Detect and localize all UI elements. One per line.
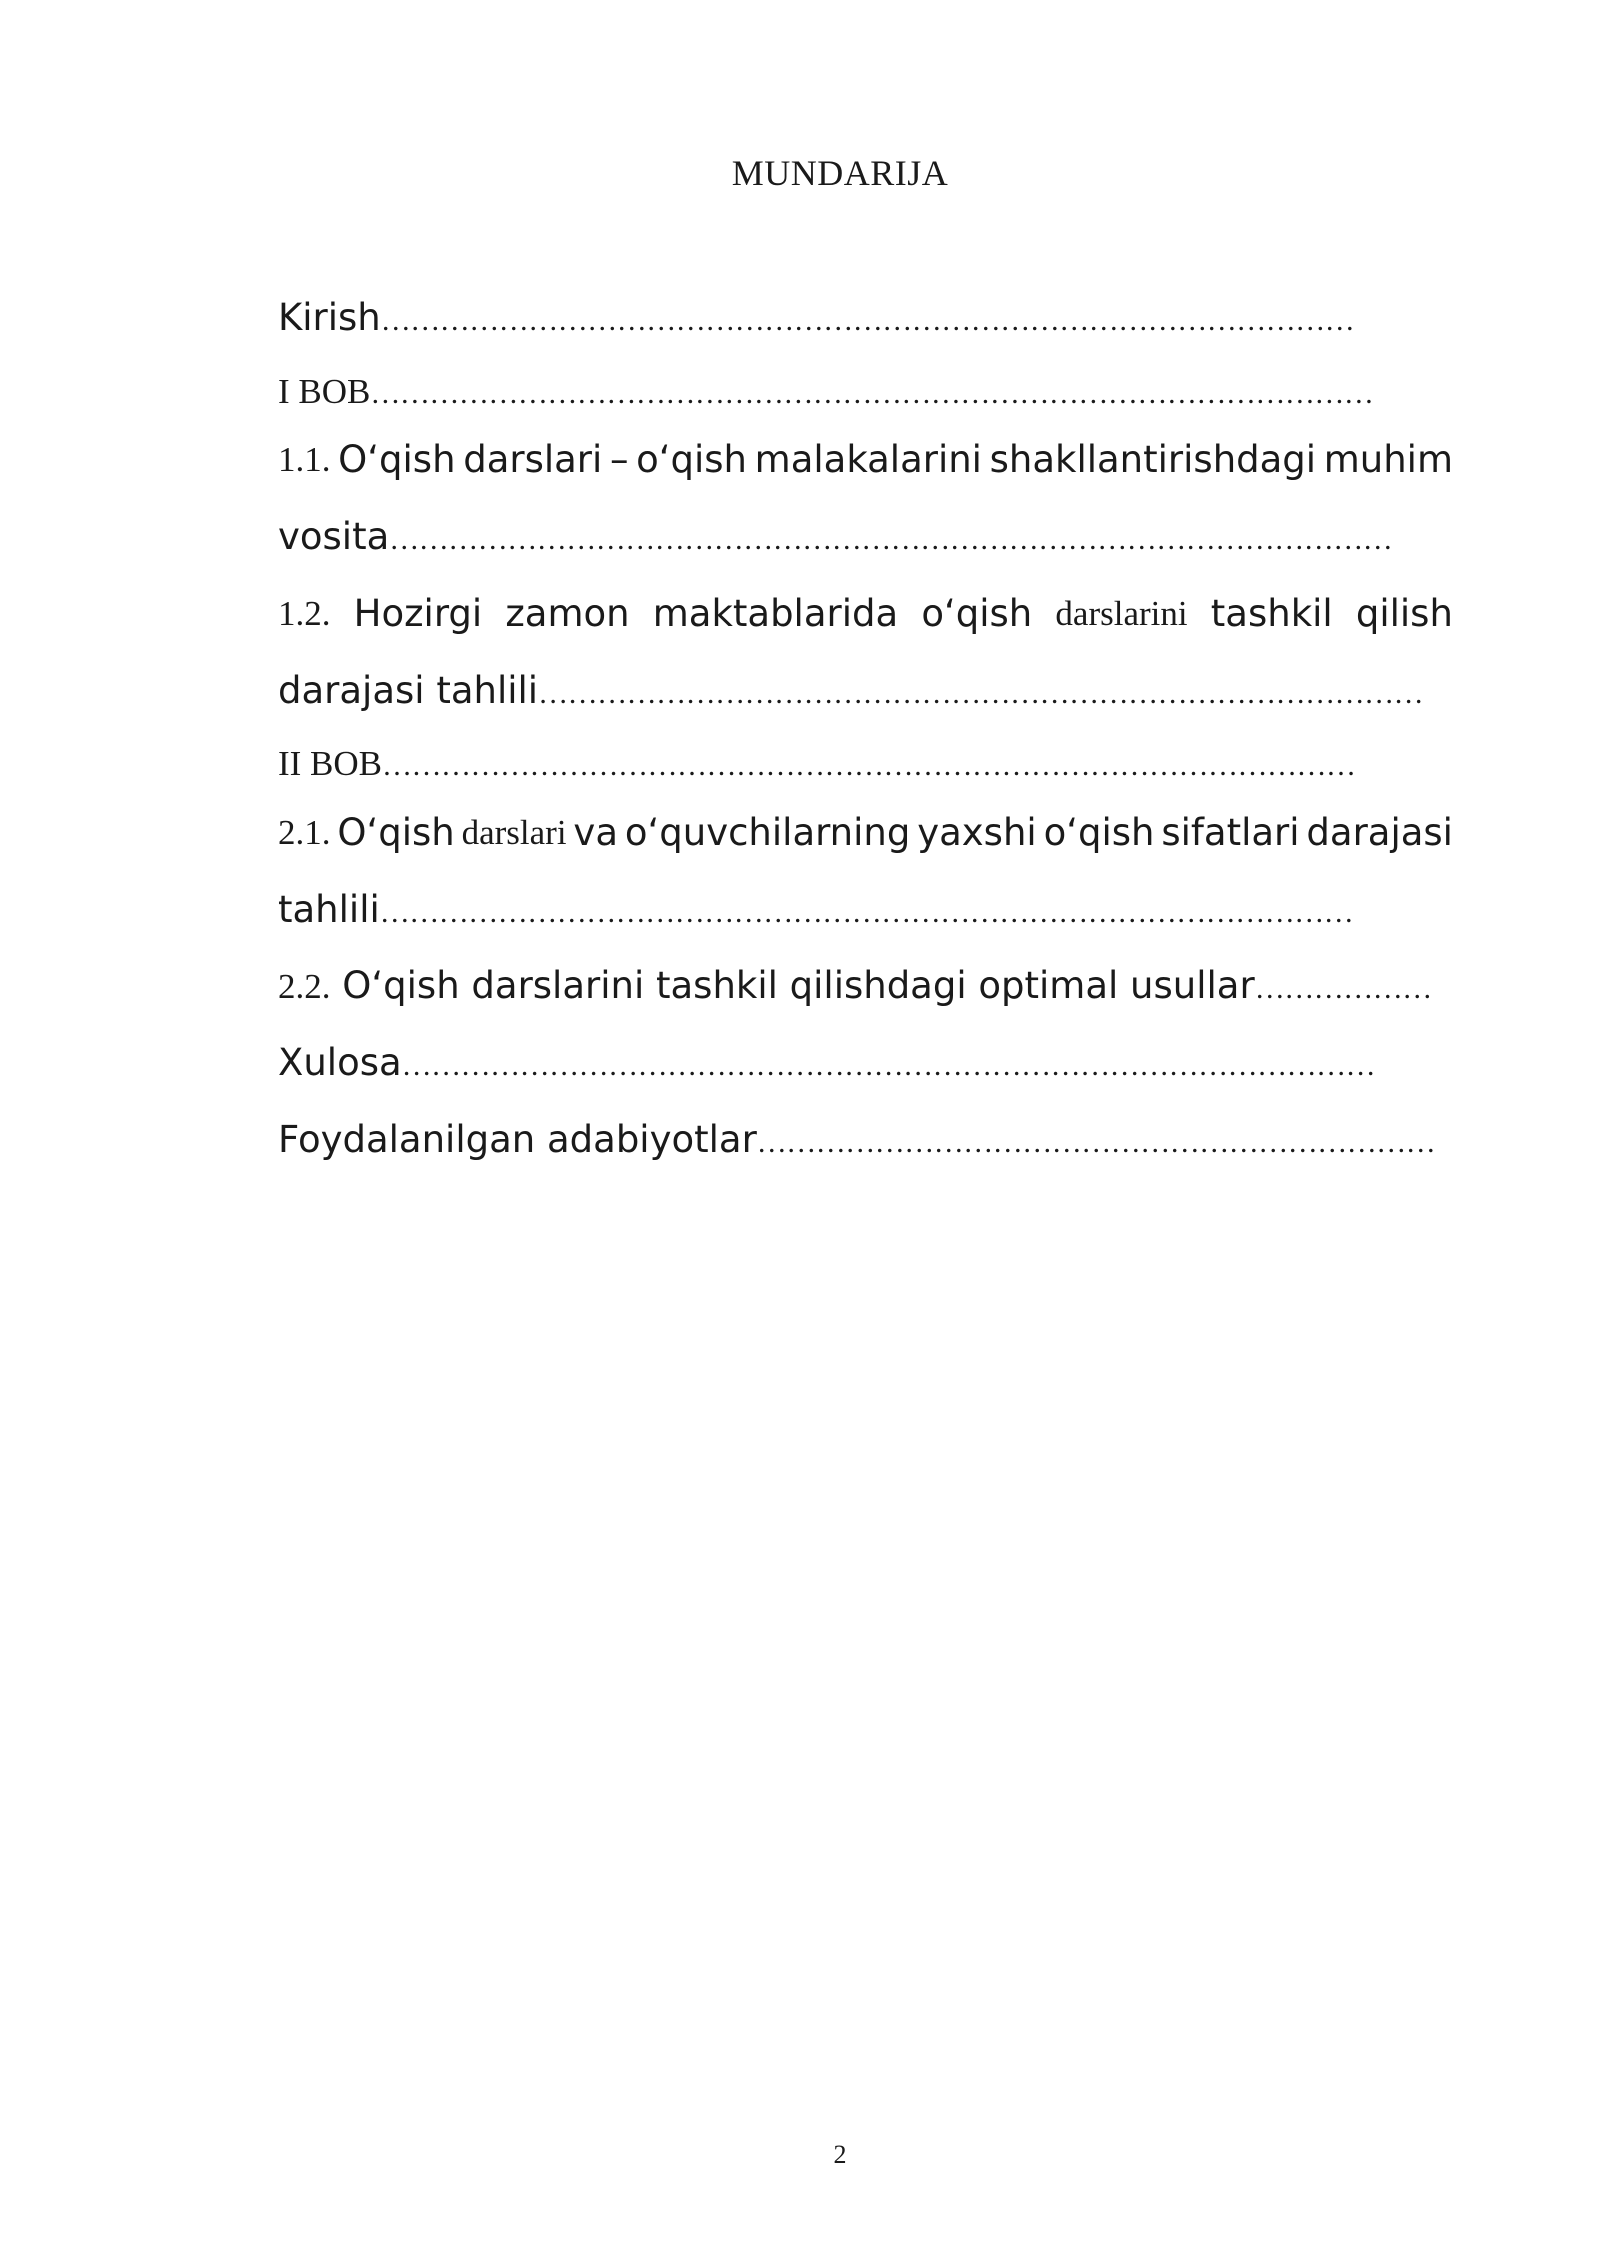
toc-leader-dots: ……………………………………………………………………………………… <box>401 1049 1376 1082</box>
toc-entry-number: 2.2. <box>278 967 331 1006</box>
toc-entry-label: O‘qish darslarini tashkil qilishdagi optimal usullar <box>342 964 1255 1007</box>
toc-word: o‘qish <box>921 592 1033 635</box>
toc-leader-dots: …………………………………………………………… <box>756 1126 1436 1159</box>
toc-entry-bob2 <box>278 735 1356 791</box>
toc-entry-label: Foydalanilgan adabiyotlar <box>278 1118 757 1161</box>
toc-leader-dots: ………………………………………………………………………………………… <box>370 377 1374 410</box>
toc-leader-dots: ……………………………………………………………………………………… <box>380 304 1355 337</box>
toc-entry-label: II BOB <box>278 744 383 783</box>
toc-word: darslari <box>461 813 567 852</box>
toc-leader-dots: ……………… <box>1254 972 1432 1005</box>
toc-word: zamon <box>505 592 630 635</box>
toc-entry-xulosa <box>278 1035 1375 1091</box>
toc-entry-label: vosita <box>278 515 390 558</box>
toc-word: darslari <box>463 438 603 481</box>
toc-word: o‘quvchilarning <box>624 811 911 854</box>
toc-leader-dots: ……………………………………………………………………………………… <box>382 749 1356 782</box>
toc-word: va <box>573 811 618 854</box>
page-number: 2 <box>833 2140 847 2169</box>
toc-entry-2-1 <box>278 805 1453 861</box>
toc-entry-1-1 <box>278 432 1453 488</box>
toc-leader-dots: ……………………………………………………………………………………… <box>379 896 1354 929</box>
toc-word: Hozirgi <box>353 592 483 635</box>
toc-entry-1-2-continued <box>278 663 1423 719</box>
toc-word: tashkil <box>1210 592 1333 635</box>
toc-entry-label: I BOB <box>278 372 371 411</box>
toc-entry-number: 1.1. <box>278 440 331 479</box>
toc-entry-number: 1.2. <box>278 594 331 633</box>
toc-entry-bob1 <box>278 363 1373 419</box>
toc-word: o‘qish <box>1043 811 1155 854</box>
toc-word: malakalarini <box>754 438 982 481</box>
toc-entry-label: Kirish <box>278 296 381 339</box>
toc-entry-adabiyotlar <box>278 1112 1435 1168</box>
toc-entry-1-1-continued <box>278 509 1392 565</box>
toc-word: shakllantirishdagi <box>989 438 1317 481</box>
toc-leader-dots: ………………………………………………………………………………………… <box>389 523 1393 556</box>
toc-leader-dots: ……………………………………………………………………………… <box>538 677 1424 710</box>
toc-word: muhim <box>1323 438 1453 481</box>
toc-entry-label: Xulosa <box>278 1041 402 1084</box>
toc-word: maktablarida <box>652 592 899 635</box>
toc-word: yaxshi <box>917 811 1037 854</box>
toc-word: o‘qish <box>636 438 748 481</box>
toc-entry-1-2 <box>278 586 1453 642</box>
toc-entry-label: tahlili <box>278 888 380 931</box>
toc-entry-label: darajasi tahlili <box>278 669 539 712</box>
toc-entry-2-1-continued <box>278 882 1353 938</box>
toc-entry-2-2 <box>278 958 1432 1014</box>
toc-word: darajasi <box>1306 811 1453 854</box>
toc-word: O‘qish <box>338 438 456 481</box>
toc-word: darslarini <box>1055 594 1188 633</box>
toc-word: – <box>609 438 629 481</box>
toc-entry-number: 2.1. <box>278 813 331 852</box>
toc-word: O‘qish <box>337 811 455 854</box>
toc-word: sifatlari <box>1161 811 1300 854</box>
page-title: MUNDARIJA <box>731 153 949 193</box>
toc-entry-kirish <box>278 290 1354 346</box>
toc-word: qilish <box>1355 592 1453 635</box>
